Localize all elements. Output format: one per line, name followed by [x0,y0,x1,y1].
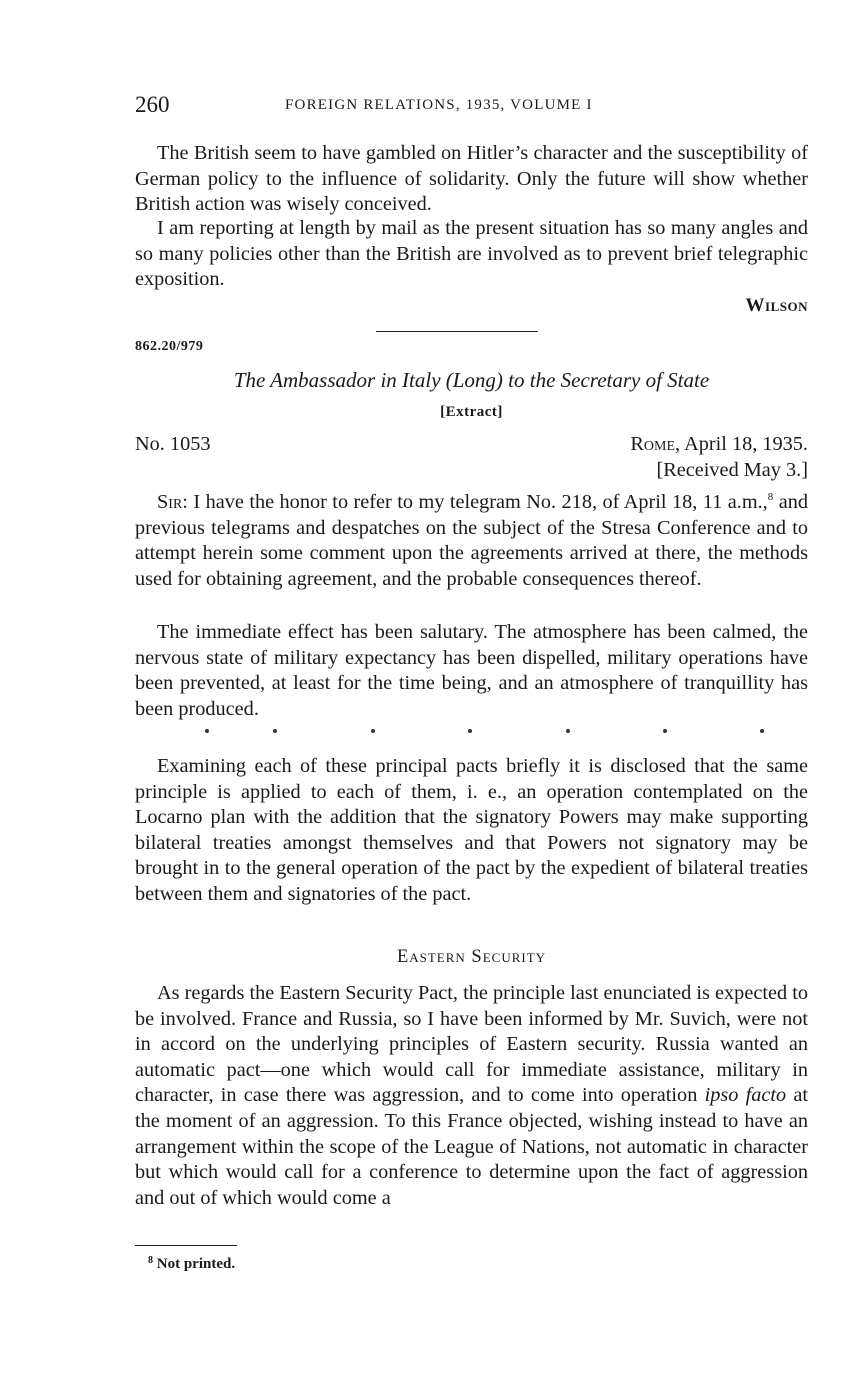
paragraph-part: and previous telegrams and despatches on the subject of the Stresa Conference and to attempt herein some comment upon the agreements arrived at there, the methods used for obtaining agreement, and the probable consequences thereof. [135,491,808,590]
extract-label: [Extract] [440,404,503,420]
paragraph-text: The immediate effect has been salutary. The atmosphere has been calmed, the nervous state of military expectancy has been dispelled, military operations have been prevented, at least for the time being, and an atmosphere of tranquillity has been produced. [135,621,808,720]
ellipsis-dot [468,729,472,733]
ellipsis-dot [205,729,209,733]
body-paragraph-3 [135,754,808,908]
italic-phrase: ipso facto [704,1084,787,1107]
file-number: 862.20/979 [135,339,204,354]
footnote-mark: 8 [148,1255,153,1266]
place: Rome, [630,433,681,455]
footnote-divider [135,1245,237,1246]
paragraph-part: As regards the Eastern Security Pact, the principle last enunciated is expected to be involved. France and Russia, so I have been informed by Mr. Suvich, were not in accord on the underlying principles of Eastern security. Russia wanted an automatic pact—one which would call for immediate assistance, military in character, in case there was aggression, and to come into operation [135,982,808,1107]
salutation: Sir: [157,491,188,513]
body-paragraph-2 [135,620,808,722]
document-number: No. 1053 [135,433,211,455]
paragraph-text: Examining each of these principal pacts briefly it is disclosed that the same principle is applied to each of them, i. e., an operation contemplated on the Locarno plan with the addition that the signatory Powers may make supporting bilateral treaties amongst themselves and that Powers not signatory may be brought in to the general operation of the pact by the expedient of bilateral treaties between them and signatories of the pact. [135,755,808,905]
ellipsis-dots [135,729,808,749]
body-paragraph-4 [135,981,808,1211]
previous-paragraph-2 [135,216,808,293]
ellipsis-dot [273,729,277,733]
page-number: 260 [135,92,170,117]
date: April 18, 1935. [684,433,808,455]
ellipsis-dot [371,729,375,733]
previous-paragraph-1 [135,141,808,218]
paragraph-text: I am reporting at length by mail as the present situation has so many angles and so many policies other than the British are involved as to prevent brief telegraphic exposition. [135,217,808,291]
footnote-reference: 8 [767,491,774,503]
place-and-date [135,433,808,456]
ellipsis-dot [566,729,570,733]
paragraph-text [135,490,808,592]
paragraph-part: I have the honor to refer to my telegram No. 218, of April 18, 11 a.m., [193,491,768,513]
running-title: FOREIGN RELATIONS, 1935, VOLUME I [285,97,593,113]
body-paragraph-1 [135,490,808,592]
paragraph-text: The British seem to have gambled on Hitler’s character and the susceptibility of German policy to the influence of solidarity. Only the future will show whether British action was wisely conceived. [135,142,808,216]
ellipsis-dot [760,729,764,733]
section-divider [376,331,538,332]
signature: Wilson [745,295,808,316]
section-heading: Eastern Security [396,947,547,967]
footnote-text: Not printed. [156,1256,236,1272]
footnote [148,1256,821,1273]
paragraph-text [135,981,808,1211]
document-title: The Ambassador in Italy (Long) to the Secretary of State [233,368,710,392]
received-date: [Received May 3.] [656,459,808,481]
ellipsis-dot [663,729,667,733]
paragraph-part: at the moment of an aggression. To this France objected, wishing instead to have an arrangement within the scope of the League of Nations, not automatic in character but which would call for a conference to determine upon the fact of aggression and out of which would come a [135,1084,808,1209]
page-header [135,90,808,126]
